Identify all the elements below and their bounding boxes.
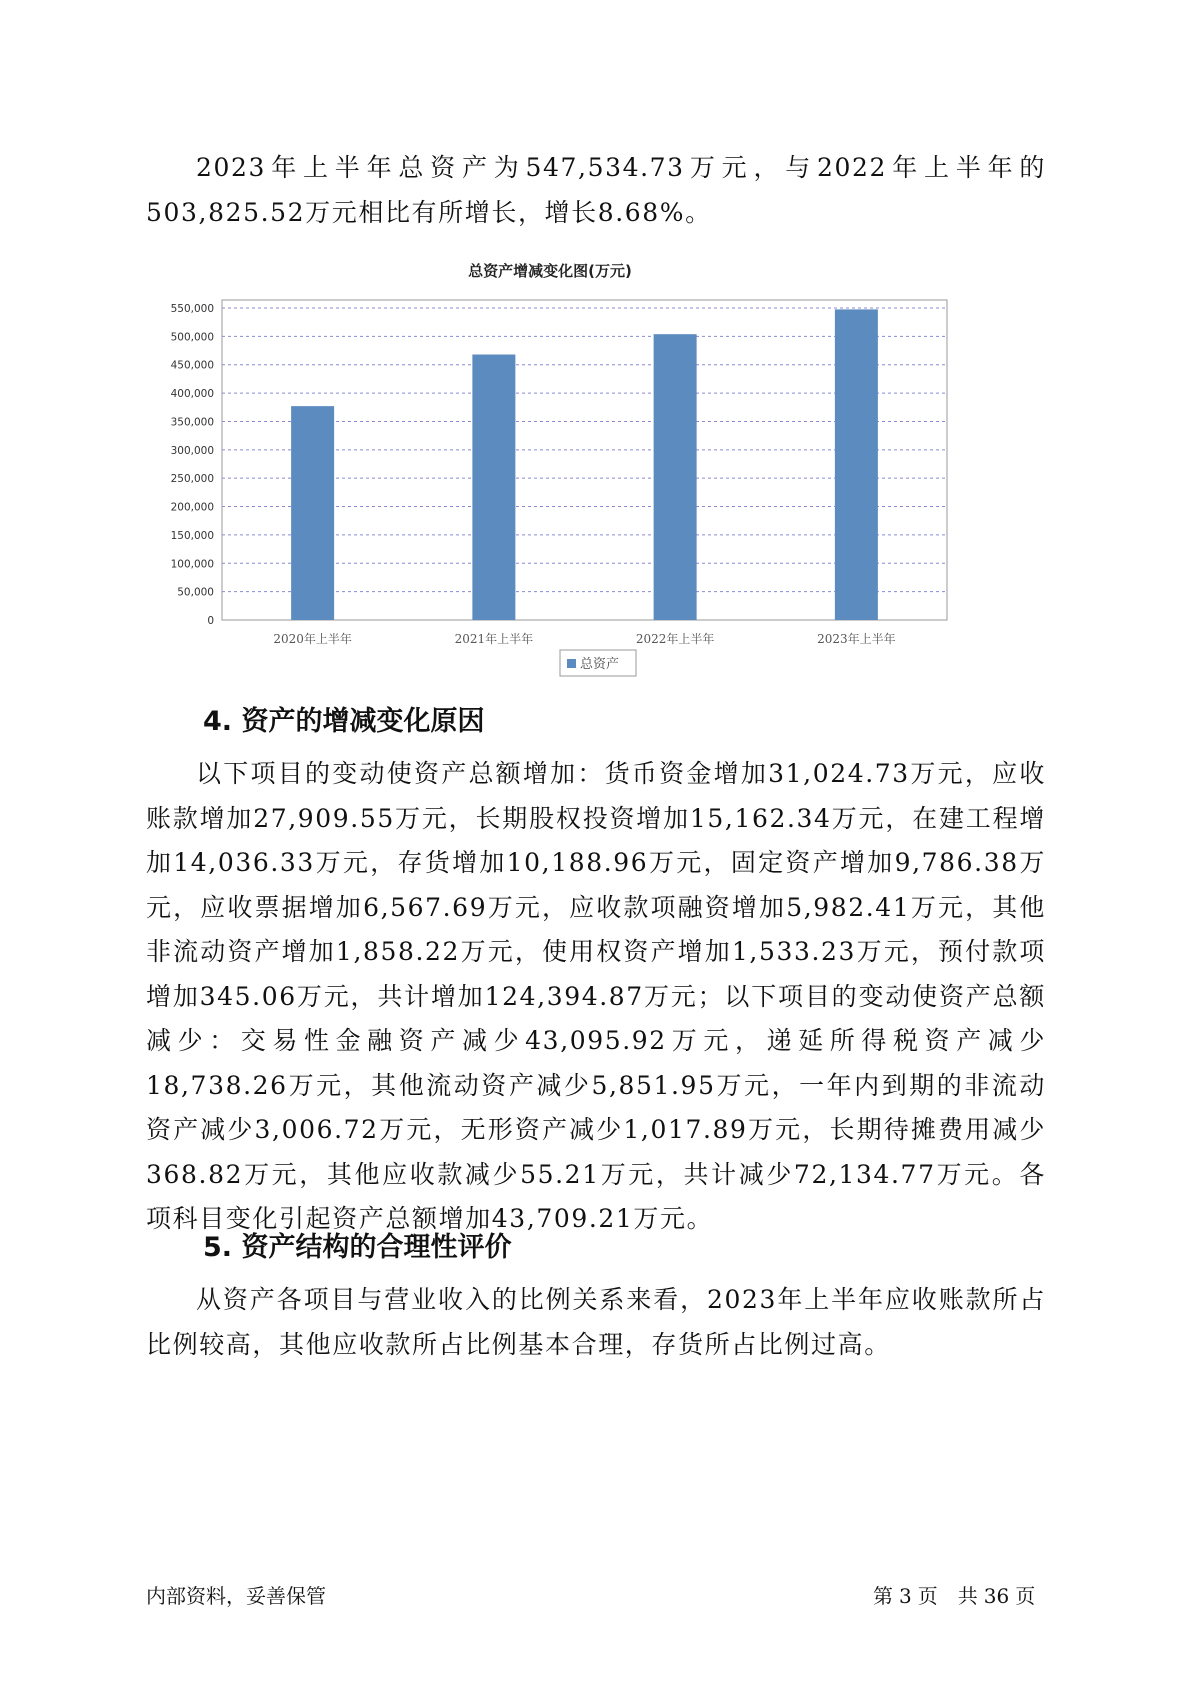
- section-5-heading: 5. 资产结构的合理性评价: [203, 1232, 512, 1263]
- y-tick-label: 550,000: [170, 303, 214, 315]
- y-tick-label: 200,000: [170, 501, 214, 514]
- y-tick-label: 250,000: [170, 473, 214, 486]
- page-mid: 页 共: [917, 1584, 978, 1608]
- page-total: 36: [983, 1584, 1010, 1608]
- y-tick-label: 100,000: [170, 558, 214, 571]
- x-tick-label: 2022年上半年: [635, 632, 715, 646]
- page-current: 3: [899, 1584, 912, 1608]
- y-tick-label: 350,000: [170, 416, 214, 429]
- bar-2: [472, 355, 515, 620]
- bar-1: [291, 406, 334, 620]
- x-tick-label: 2020年上半年: [273, 632, 352, 646]
- y-tick-label: 50,000: [177, 586, 214, 599]
- y-tick-label: 450,000: [170, 359, 214, 372]
- section-4-paragraph: 以下项目的变动使资产总额增加：货币资金增加31,024.73万元，应收账款增加27,909.55万元，长期股权投资增加15,162.34万元，在建工程增加14,036.33万元，存货增加10,188.96万元，固定资产增加9,786.38万元，应收票据增加6,567.69万元，应收款项融资增加5,982.41万元，其他非流动资产增加1,858.22万元，使用权资产增加1,533.23万元，预付款项增加345.06万元，共计增加124,394.87万元；以下项目的变动使资产总额减少：交易性金融资产减少43,095.92万元，递延所得税资产减少18,738.26万元，其他流动资产减少5,851.95万元，一年内到期的非流动资产减少3,006.72万元，无形资产减少1,017.89万元，长期待摊费用减少368.82万元，其他应收款减少55.21万元，共计减少72,134.77万元。各项科目变化引起资产总额增加43,709.21万元。: [146, 759, 1046, 1233]
- bar-4: [835, 309, 878, 620]
- legend-label: 总资产: [580, 657, 620, 672]
- legend-swatch: [567, 659, 576, 668]
- x-tick-label: 2023年上半年: [817, 632, 896, 646]
- x-tick-label: 2021年上半年: [454, 632, 534, 646]
- y-tick-label: 400,000: [170, 388, 214, 401]
- y-tick-label: 0: [207, 615, 214, 627]
- y-tick-label: 300,000: [170, 444, 214, 457]
- chart-title: 总资产增减变化图(万元): [468, 262, 632, 280]
- page-suffix: 页: [1015, 1584, 1036, 1608]
- intro-paragraph: 2023年上半年总资产为547,534.73万元，与2022年上半年的503,825.52万元相比有所增长，增长8.68%。: [146, 153, 1046, 227]
- bar-3: [654, 334, 697, 620]
- total-assets-bar-chart: [150, 262, 1050, 682]
- y-tick-label: 500,000: [170, 331, 214, 344]
- section-5-paragraph: 从资产各项目与营业收入的比例关系来看，2023年上半年应收账款所占比例较高，其他应收款所占比例基本合理，存货所占比例过高。: [146, 1285, 1046, 1359]
- y-tick-label: 150,000: [170, 529, 214, 542]
- footer-page-number: [873, 1582, 1035, 1610]
- footer-confidential-note: 内部资料，妥善保管: [146, 1584, 326, 1608]
- page-prefix: 第: [873, 1584, 893, 1608]
- section-4-heading: 4. 资产的增减变化原因: [203, 706, 485, 737]
